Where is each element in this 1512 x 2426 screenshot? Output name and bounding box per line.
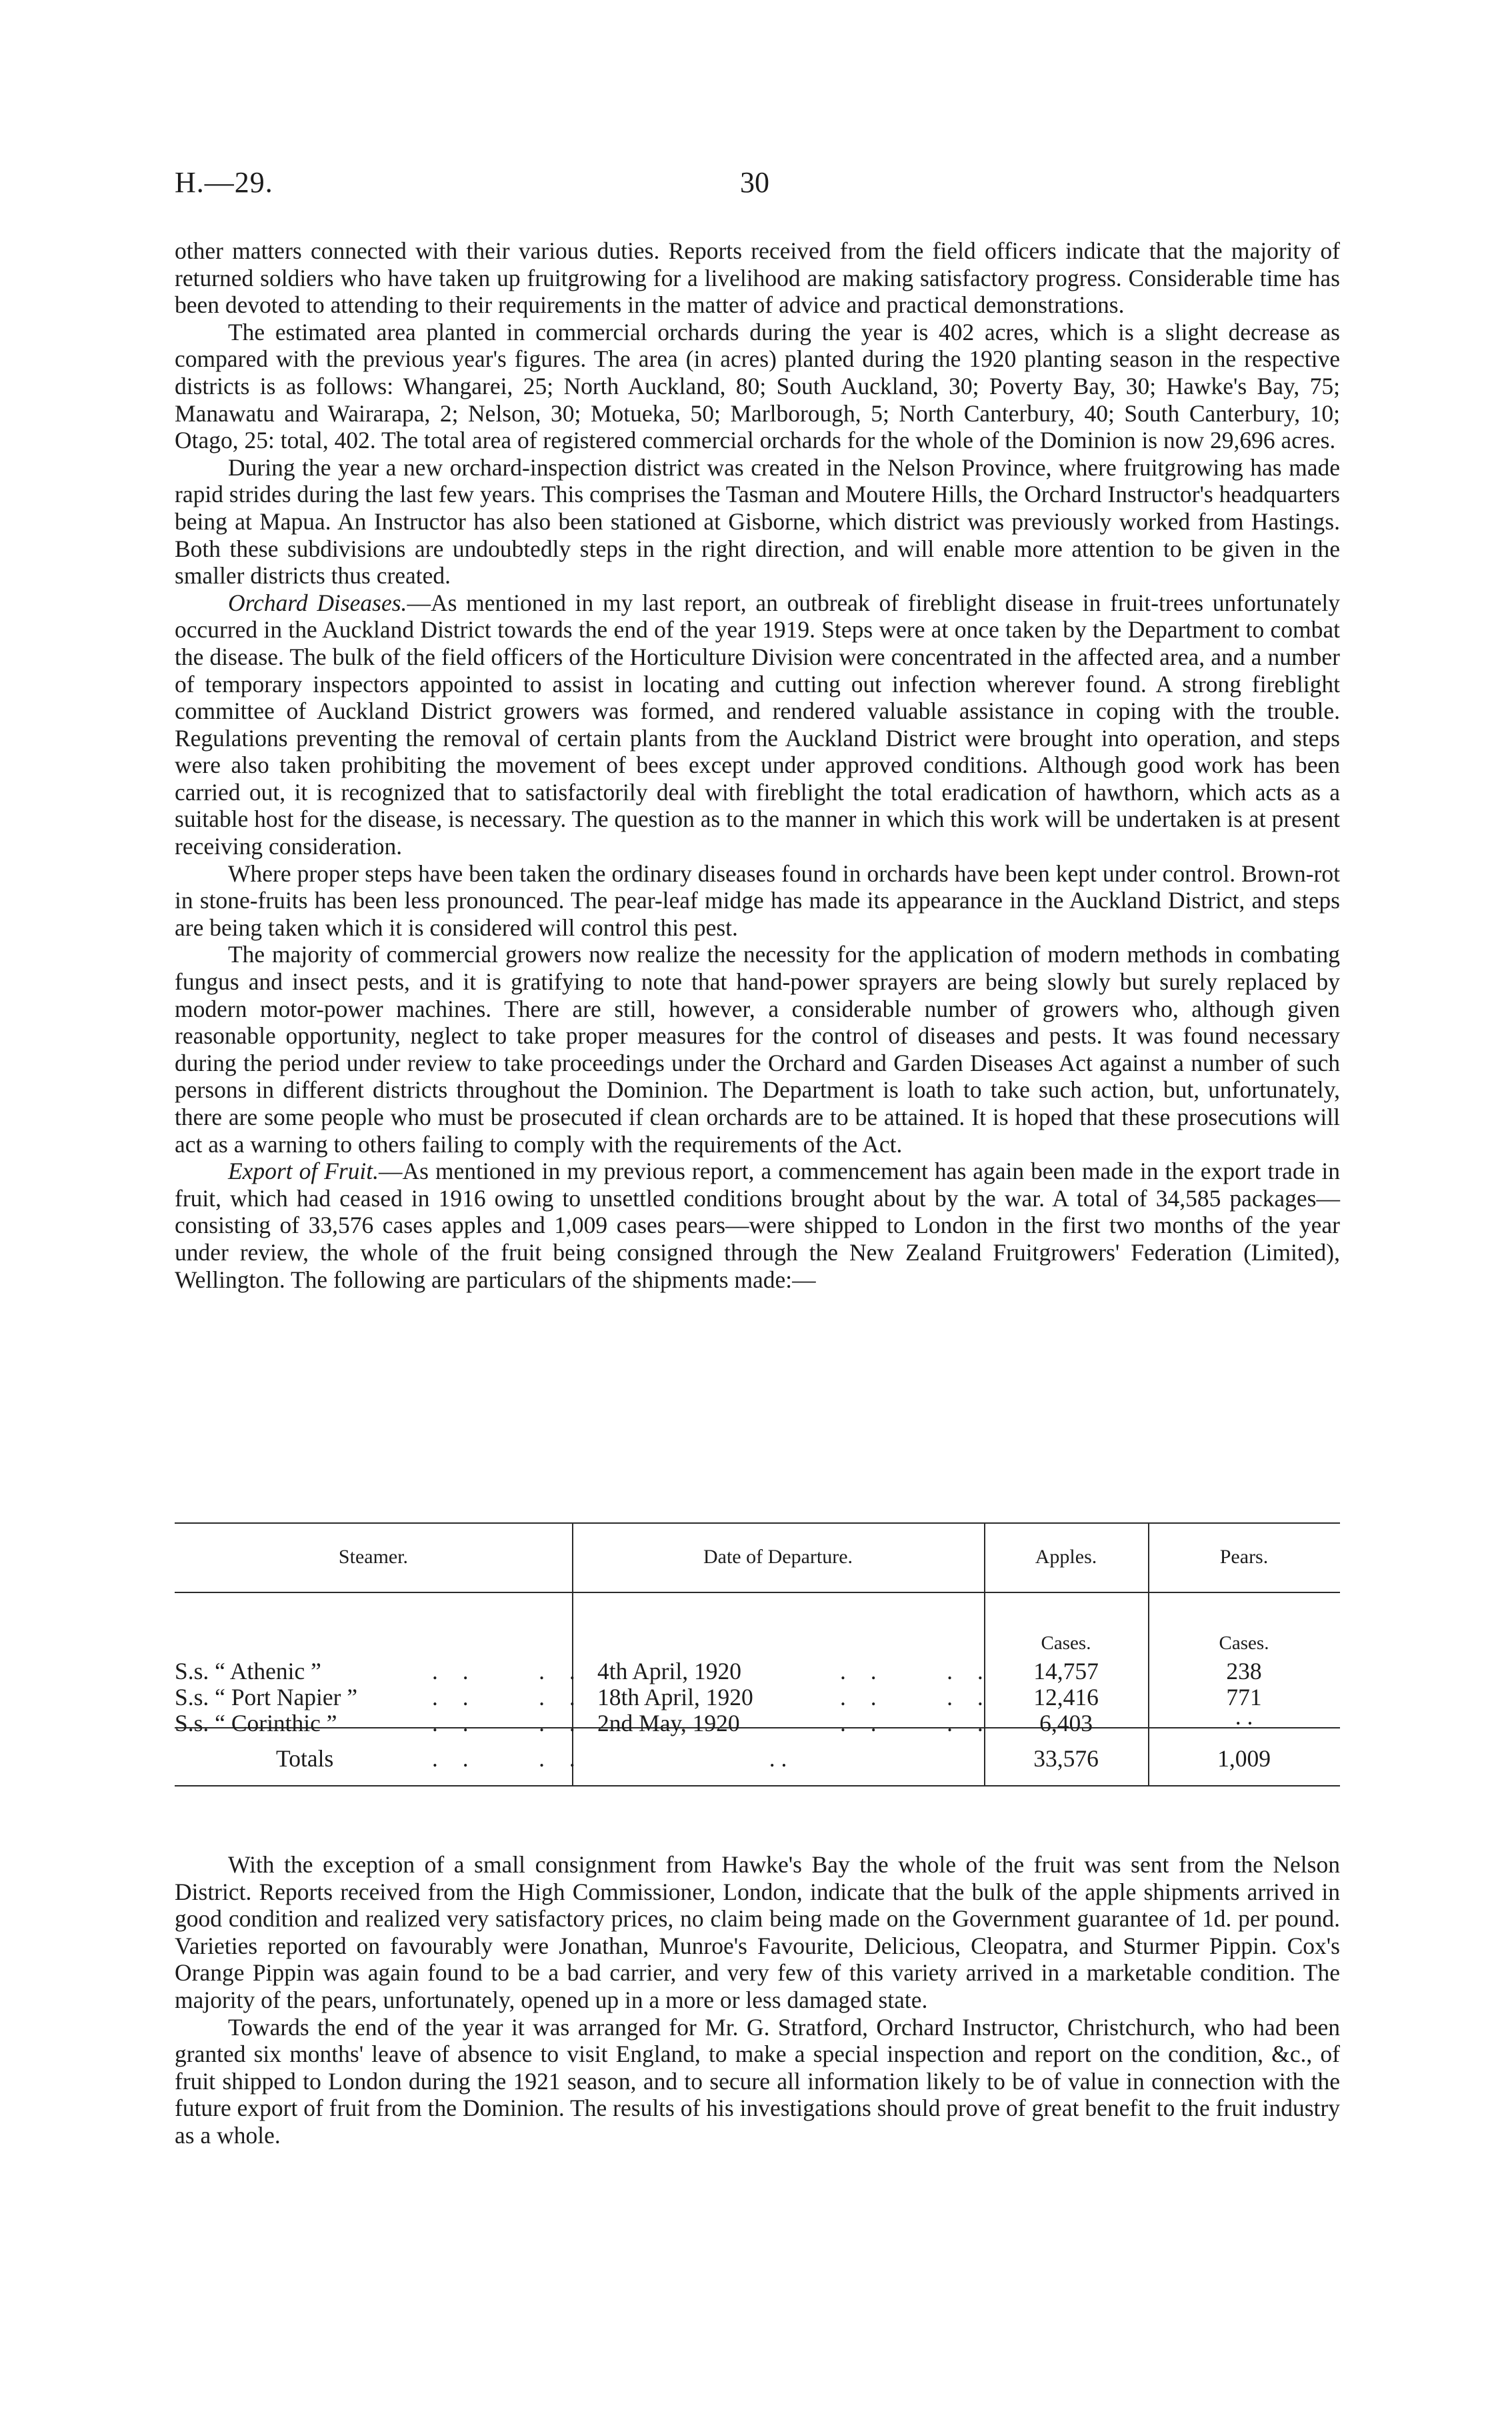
table-cell-apples: 6,403: [1039, 1710, 1093, 1736]
body-text-bottom: [175, 1851, 1340, 2149]
table-rule-header: [175, 1592, 1340, 1593]
table-rule-top: [175, 1522, 1340, 1524]
table-cell-steamer: S.s. “ Corinthic ”: [175, 1710, 337, 1736]
table-cell-pears: 238: [1226, 1658, 1262, 1684]
column-header-pears: Pears.: [1219, 1546, 1269, 1568]
section-heading: Export of Fruit.: [228, 1158, 379, 1185]
table-cell-date: 2nd May, 1920: [597, 1710, 740, 1736]
table-cell-apples: 12,416: [1033, 1684, 1099, 1710]
paragraph: During the year a new orchard-inspection district was created in the Nelson Province, where fruitgrowing has made rapid strides during the last few years. This comprises the Tasman and Moutere Hills, the Orchard Instructor's headquarters being at Mapua. An Instructor has also been stationed at Gisborne, which district was previously worked from Hastings. Both these subdivisions are undoubtedly steps in the right direction, and will enable more attention to be given in the smaller districts thus created.: [175, 453, 1340, 589]
paragraph: [175, 1158, 1340, 1293]
table-cell-steamer: S.s. “ Port Napier ”: [175, 1684, 358, 1710]
column-header-date: Date of Departure.: [703, 1546, 853, 1568]
column-header-apples: Apples.: [1035, 1546, 1097, 1568]
table-leader: . . . .: [840, 1710, 993, 1736]
table-leader: . . . .: [840, 1684, 993, 1710]
totals-label: Totals: [276, 1745, 334, 1772]
unit-label-apples: Cases.: [1041, 1632, 1091, 1654]
paragraph-text: —As mentioned in my last report, an outbreak of fireblight disease in fruit-trees unfortunately occurred in the Auckland District towards the end of the year 1919. Steps were at once taken by the Department to combat the disease. The bulk of the field officers of the Horticulture Division were concentrated in the affected area, and a number of temporary inspectors appointed to assist in locating and cutting out infection wherever found. A strong fireblight committee of Auckland District growers was formed, and rendered valuable assistance in coping with the trouble. Regulations preventing the removal of certain plants from the Auckland District were brought into operation, and steps were also taken prohibiting the movement of bees except under approved conditions. Although good work has been carried out, it is recognized that to satisfactorily deal with fireblight the total eradication of hawthorn, which acts as a suitable host for the disease, is necessary. The question as to the manner in which this work will be undertaken is at present receiving consideration.: [175, 589, 1340, 860]
body-text-top: [175, 237, 1340, 1293]
paragraph: [175, 589, 1340, 860]
unit-label-pears: Cases.: [1219, 1632, 1269, 1654]
totals-date: . .: [769, 1745, 787, 1772]
paragraph: With the exception of a small consignment from Hawke's Bay the whole of the fruit was sent from the Nelson District. Reports received from the High Commissioner, London, indicate that the bulk of the apple shipments arrived in good condition and realized very satisfactory prices, no claim being made on the Government guarantee of 1d. per pound. Varieties reported on favourably were Jonathan, Munroe's Favourite, Delicious, Cleopatra, and Sturmer Pippin. Cox's Orange Pippin was again found to be a bad carrier, and very few of this variety arrived in a marketable condition. The majority of the pears, unfortunately, opened up in a more or less damaged state.: [175, 1851, 1340, 2013]
table-cell-date: 4th April, 1920: [597, 1658, 741, 1684]
section-heading: Orchard Diseases.: [228, 589, 407, 616]
paragraph: The estimated area planted in commercial orchards during the year is 402 acres, which is a slight decrease as compared with the previous year's figures. The area (in acres) planted during the 1920 planting season in the respective districts is as follows: Whangarei, 25; North Auckland, 80; South Auckland, 30; Poverty Bay, 30; Hawke's Bay, 75; Manawatu and Wairarapa, 2; Nelson, 30; Motueka, 50; Marlborough, 5; North Canterbury, 40; South Canterbury, 10; Otago, 25: total, 402. The total area of registered commercial orchards for the whole of the Dominion is now 29,696 acres.: [175, 318, 1340, 454]
table-leader: . . . .: [432, 1745, 585, 1772]
table-cell-pears: . .: [1235, 1703, 1253, 1730]
table-cell-date: 18th April, 1920: [597, 1684, 753, 1710]
table-leader: . . . .: [432, 1710, 585, 1736]
paragraph-text: —As mentioned in my previous report, a commencement has again been made in the export trade in fruit, which had ceased in 1916 owing to unsettled conditions brought about by the war. A total of 34,585 packages—consisting of 33,576 cases apples and 1,009 cases pears—were shipped to London in the first two months of the year under review, the whole of the fruit being consigned through the New Zealand Fruitgrowers' Federation (Limited), Wellington. The following are particulars of the shipments made:—: [175, 1158, 1340, 1293]
table-leader: . . . .: [432, 1658, 585, 1684]
table-leader: . . . .: [432, 1684, 585, 1710]
shipments-table: [175, 1522, 1340, 1823]
page-number: 30: [740, 166, 769, 199]
paragraph: The majority of commercial growers now realize the necessity for the application of modern methods in combating fungus and insect pests, and it is gratifying to note that hand-power sprayers are being slowly but surely replaced by modern motor-power machines. There are still, however, a considerable number of growers who, although given reasonable opportunity, neglect to take proper measures for the control of diseases and pests. It was found necessary during the period under review to take proceedings under the Orchard and Garden Diseases Act against a number of such persons in different districts throughout the Dominion. The Department is loath to take such action, but, unfortunately, there are some people who must be prosecuted if clean orchards are to be attained. It is hoped that these prosecutions will act as a warning to others failing to comply with the requirements of the Act.: [175, 941, 1340, 1158]
table-rule-bottom: [175, 1785, 1340, 1786]
document-reference: H.—29.: [175, 166, 273, 199]
totals-apples: 33,576: [1033, 1745, 1099, 1772]
totals-pears: 1,009: [1217, 1745, 1271, 1772]
table-cell-pears: 771: [1226, 1684, 1262, 1710]
paragraph: Where proper steps have been taken the ordinary diseases found in orchards have been kept under control. Brown-rot in stone-fruits has been less pronounced. The pear-leaf midge has made its appearance in the Auckland District, and steps are being taken which it is considered will control this pest.: [175, 860, 1340, 941]
table-cell-steamer: S.s. “ Athenic ”: [175, 1658, 321, 1684]
paragraph: other matters connected with their various duties. Reports received from the field officers indicate that the majority of returned soldiers who have taken up fruitgrowing for a livelihood are making satisfactory progress. Considerable time has been devoted to attending to their requirements in the matter of advice and practical demonstrations.: [175, 237, 1340, 319]
table-cell-apples: 14,757: [1033, 1658, 1099, 1684]
column-header-steamer: Steamer.: [338, 1546, 409, 1568]
paragraph: Towards the end of the year it was arranged for Mr. G. Stratford, Orchard Instructor, Christchurch, who had been granted six months' leave of absence to visit England, to make a special inspection and report on the condition, &c., of fruit shipped to London during the 1921 season, and to secure all information likely to be of value in connection with the future export of fruit from the Dominion. The results of his investigations should prove of great benefit to the fruit industry as a whole.: [175, 2013, 1340, 2149]
table-leader: . . . .: [840, 1658, 993, 1684]
